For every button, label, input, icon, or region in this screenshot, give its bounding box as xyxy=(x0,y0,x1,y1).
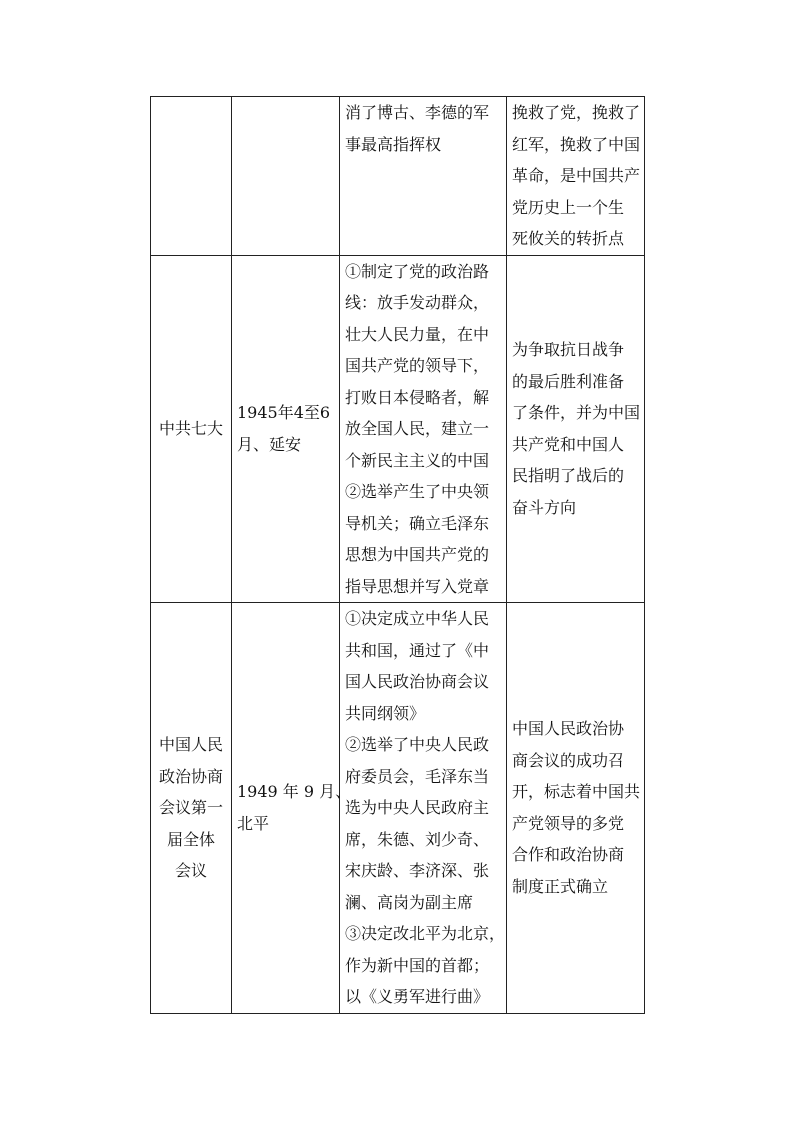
significance-line: 红军，挽救了中国 xyxy=(512,134,641,154)
event-name-cell xyxy=(151,255,232,603)
event-name-cell xyxy=(151,603,232,1014)
content-line: 宋庆龄、李济深、张 xyxy=(345,861,490,880)
significance-cell xyxy=(507,603,645,1014)
content-line: 席，朱德、刘少奇、 xyxy=(345,829,490,849)
content-line: 共和国，通过了《中 xyxy=(345,640,490,660)
content-line: ③决定改北平为北京， xyxy=(345,924,506,943)
table-row xyxy=(151,97,645,256)
significance-line: 奋斗方向 xyxy=(512,497,577,517)
table-row xyxy=(151,255,645,603)
time-place-cell xyxy=(232,97,340,256)
content-line: 府委员会，毛泽东当 xyxy=(345,766,490,786)
content-line: 共同纲领》 xyxy=(345,703,426,723)
significance-line: 的最后胜利准备 xyxy=(512,371,625,391)
significance-line: 产党领导的多党 xyxy=(512,813,625,833)
content-line: 选为中央人民政府主 xyxy=(345,798,490,817)
content-line: 作为新中国的首都； xyxy=(345,955,490,975)
content-cell xyxy=(340,97,507,256)
content-line: ②选举产生了中央领 xyxy=(345,482,490,501)
document-page xyxy=(150,96,644,1014)
history-events-table xyxy=(150,96,645,1014)
table-row xyxy=(151,603,645,1014)
event-name: 届全体 xyxy=(166,829,215,849)
time-place-cell xyxy=(232,255,340,603)
content-line: 思想为中国共产党的 xyxy=(345,545,490,564)
significance-line: 党历史上一个生 xyxy=(512,197,625,217)
content-line: 导机关；确立毛泽东 xyxy=(345,513,490,533)
significance-line: 共产党和中国人 xyxy=(512,434,625,454)
significance-cell xyxy=(507,97,645,256)
significance-line: 了条件，并为中国 xyxy=(512,403,641,423)
event-name: 会议 xyxy=(174,861,207,880)
content-line: 壮大人民力量，在中 xyxy=(345,324,490,344)
event-name: 会议第一 xyxy=(158,798,223,817)
significance-line: 制度正式确立 xyxy=(512,876,609,896)
significance-line: 中国人民政治协 xyxy=(512,719,625,739)
event-name-cell xyxy=(151,97,232,256)
content-line: 消了博古、李德的军 xyxy=(345,103,490,122)
significance-line: 合作和政治协商 xyxy=(512,845,625,865)
content-line: 指导思想并写入党章 xyxy=(345,576,490,596)
content-cell xyxy=(340,255,507,603)
content-line: 放全国人民，建立一 xyxy=(345,419,490,438)
significance-line: 死攸关的转折点 xyxy=(512,229,625,248)
significance-line: 民指明了战后的 xyxy=(512,466,625,486)
content-line: 澜、高岗为副主席 xyxy=(345,892,474,912)
time-place-line: 月、延安 xyxy=(237,434,302,454)
content-line: 打败日本侵略者，解 xyxy=(345,387,490,407)
event-name: 中国人民 xyxy=(158,735,223,754)
event-name: 政治协商 xyxy=(158,766,223,786)
significance-line: 革命，是中国共产 xyxy=(512,166,641,185)
content-line: 以《义勇军进行曲》 xyxy=(345,987,490,1006)
content-line: ①决定成立中华人民 xyxy=(345,609,490,628)
significance-cell xyxy=(507,255,645,603)
content-line: ②选举了中央人民政 xyxy=(345,735,490,754)
time-place-line: 1949 年 9 月、 xyxy=(237,782,352,802)
content-line: 事最高指挥权 xyxy=(345,134,442,154)
significance-line: 挽救了党，挽救了 xyxy=(512,103,641,122)
event-name: 中共七大 xyxy=(158,419,223,438)
significance-line: 为争取抗日战争 xyxy=(512,340,625,360)
time-place-line: 1945年4至6 xyxy=(237,403,331,423)
time-place-line: 北平 xyxy=(237,813,270,833)
content-line: ①制定了党的政治路 xyxy=(345,261,490,281)
content-line: 国共产党的领导下， xyxy=(345,356,490,375)
content-line: 国人民政治协商会议 xyxy=(345,672,490,691)
content-cell xyxy=(340,603,507,1014)
significance-line: 商会议的成功召 xyxy=(512,750,625,770)
significance-line: 开，标志着中国共 xyxy=(512,782,641,802)
content-line: 线：放手发动群众， xyxy=(345,293,490,312)
time-place-cell xyxy=(232,603,352,1014)
content-line: 个新民主主义的中国 xyxy=(345,450,490,470)
